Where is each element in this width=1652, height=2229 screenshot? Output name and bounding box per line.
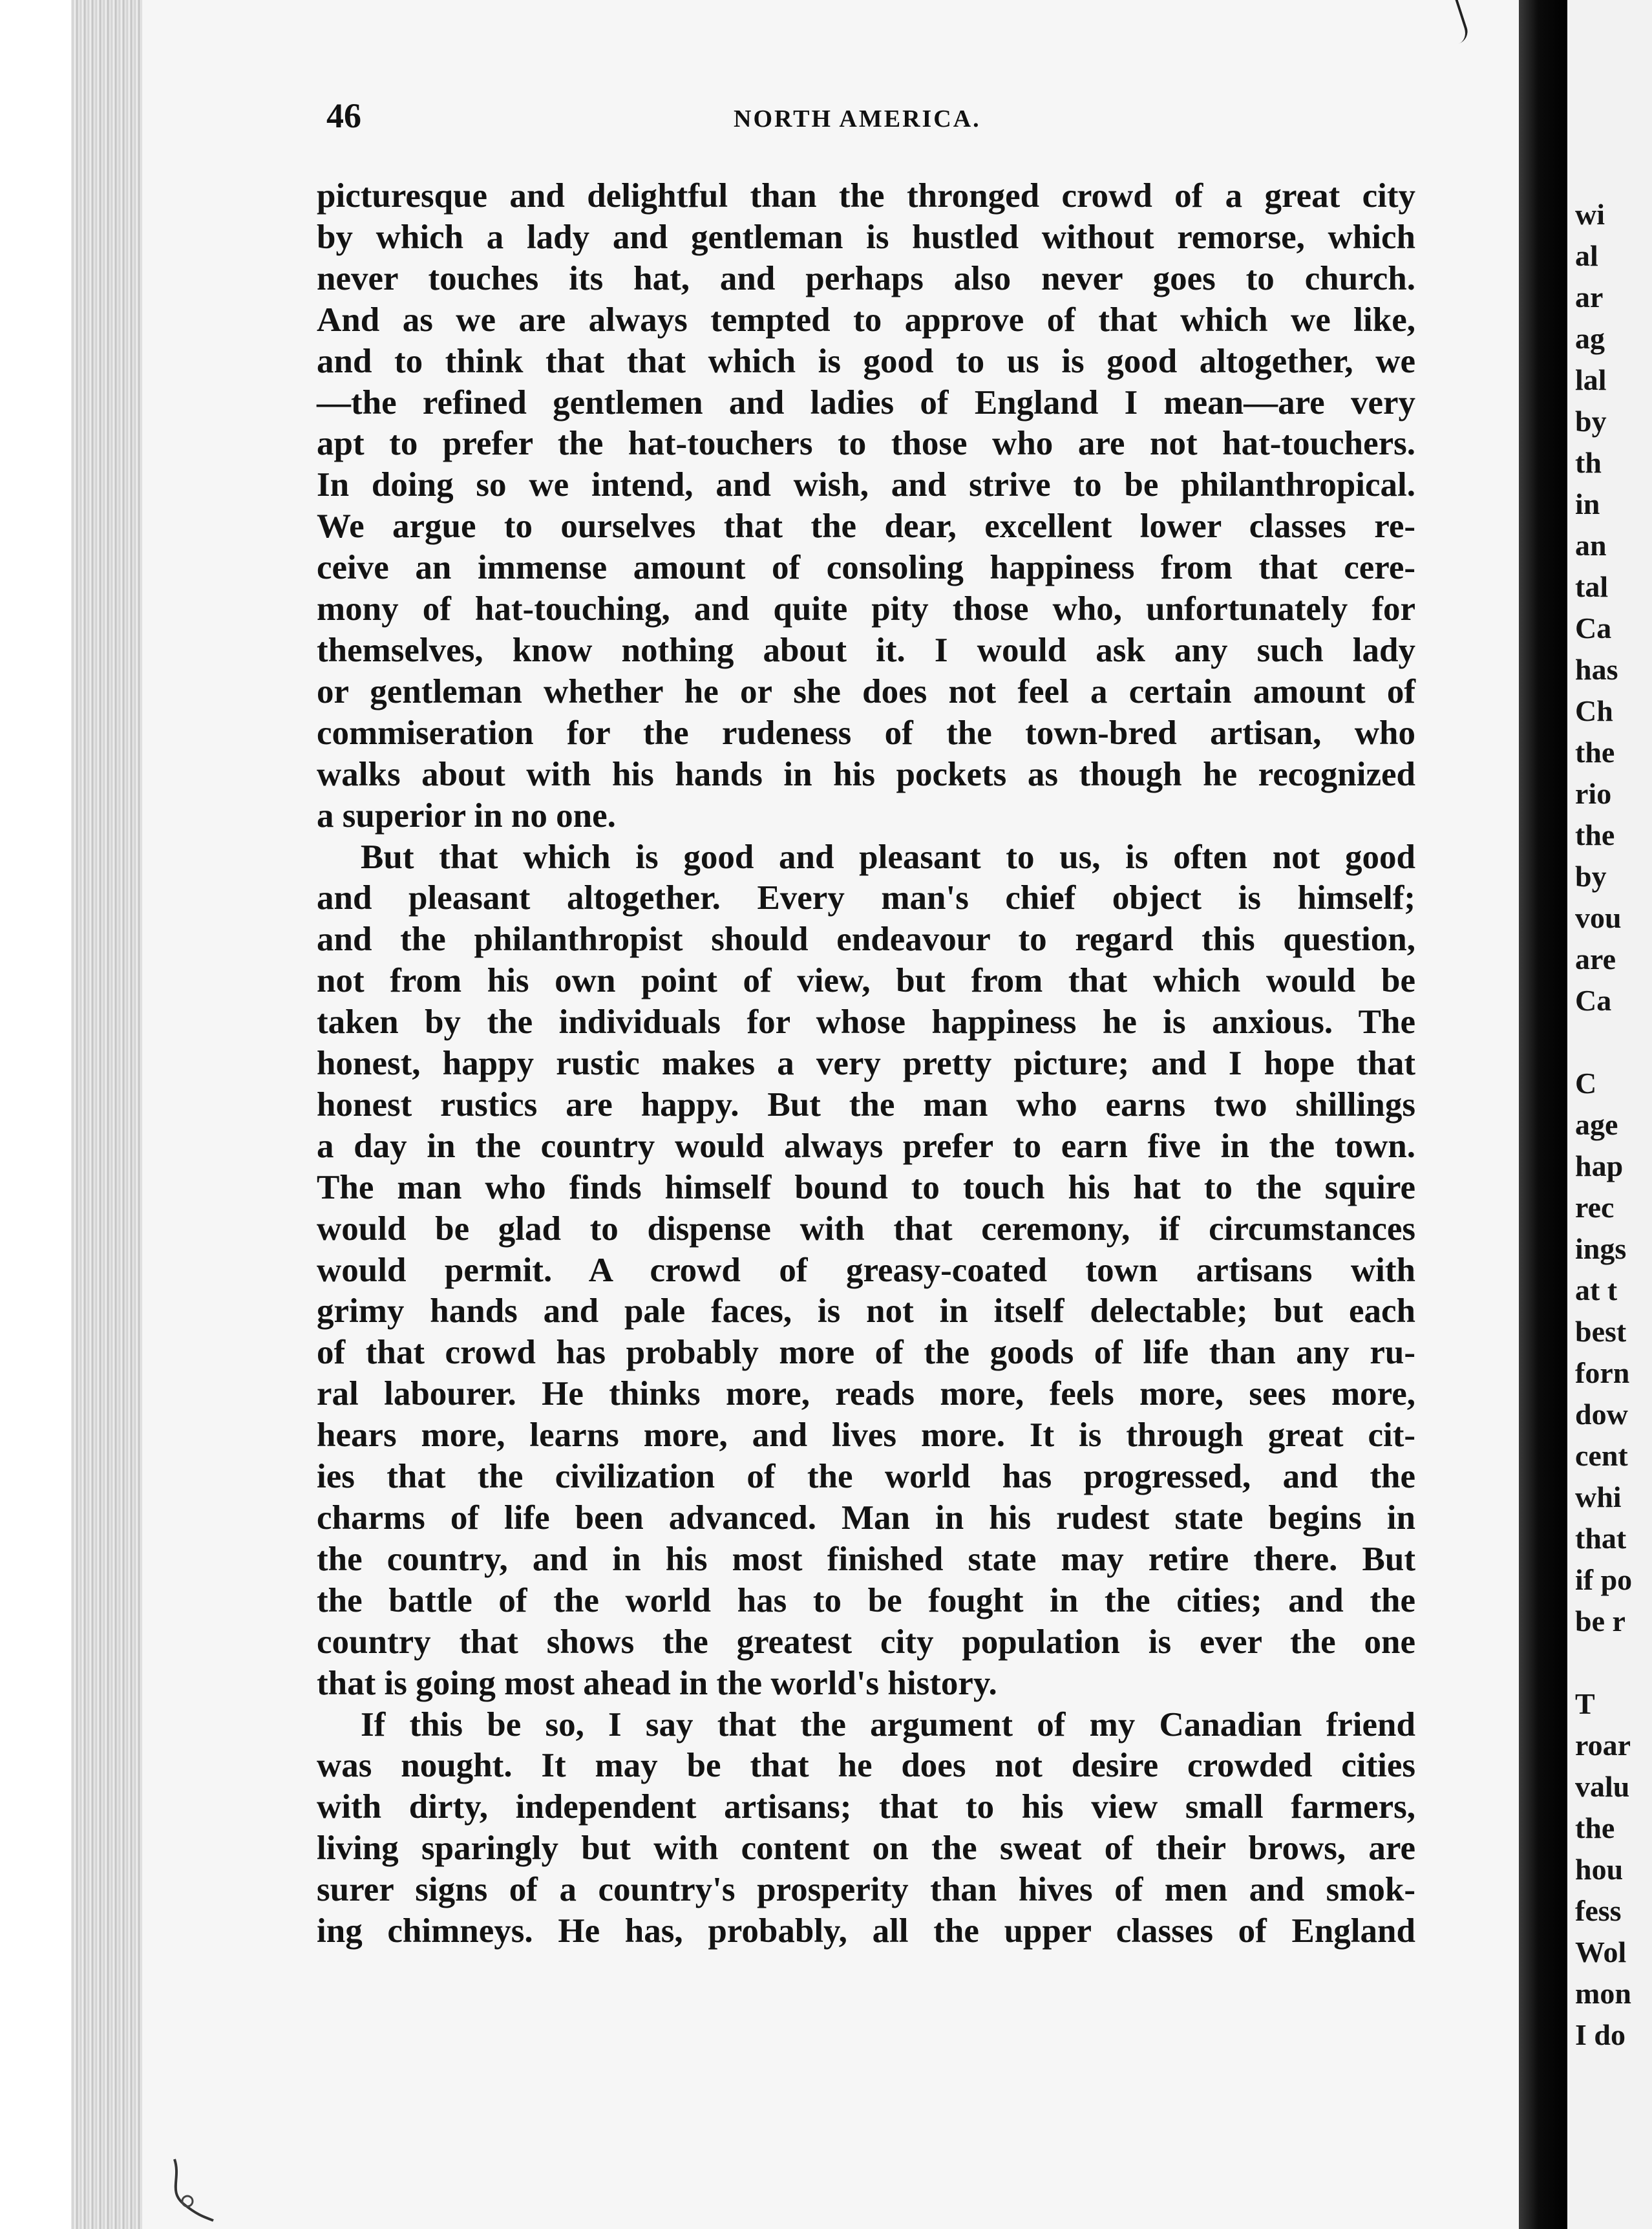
facing-page-fragment: T [1575, 1687, 1595, 1720]
text-line: would permit. A crowd of greasy-coated town artisans with [317, 1251, 1415, 1289]
facing-page-fragment: al [1575, 239, 1598, 272]
facing-page-fragment: hou [1575, 1853, 1624, 1886]
facing-page-fragment: C [1575, 1067, 1597, 1100]
facing-page-fragment: ings [1575, 1232, 1627, 1265]
text-line: commiseration for the rudeness of the town-bred artisan, who [317, 714, 1415, 752]
facing-page-fragment: are [1575, 943, 1616, 976]
facing-page-fragment: by [1575, 405, 1607, 438]
text-line: —the refined gentlemen and ladies of England I mean—are very [317, 383, 1415, 421]
facing-page-fragment: the [1575, 1811, 1615, 1844]
facing-page-edge [1567, 0, 1652, 2229]
facing-page-fragment: in [1575, 487, 1600, 520]
facing-page-fragment: age [1575, 1108, 1618, 1141]
text-line: and to think that that which is good to us is good altogether, we [317, 342, 1415, 380]
body-text [317, 176, 1415, 1952]
facing-page-fragment: ag [1575, 322, 1605, 355]
text-line: honest, happy rustic makes a very pretty picture; and I hope that [317, 1045, 1415, 1083]
text-line: In doing so we intend, and wish, and strive to be philanthropical. [317, 466, 1415, 504]
text-line: and pleasant altogether. Every man's chief object is himself; [317, 879, 1415, 917]
page-edges [71, 0, 142, 2229]
facing-page-fragment: lal [1575, 363, 1607, 396]
facing-page-fragment: Wol [1575, 1936, 1627, 1968]
text-line: or gentleman whether he or she does not feel a certain amount of [317, 672, 1415, 710]
facing-page-fragment: has [1575, 653, 1618, 686]
facing-page-fragment: if po [1575, 1563, 1633, 1596]
text-line: If this be so, I say that the argument of my Canadian friend [361, 1705, 1415, 1744]
facing-page-fragment: valu [1575, 1770, 1630, 1803]
text-line: themselves, know nothing about it. I would ask any such lady [317, 631, 1415, 669]
text-line: that is going most ahead in the world's history. [317, 1664, 997, 1702]
text-line: mony of hat-touching, and quite pity those who, unfortunately for [317, 590, 1415, 628]
text-line: ceive an immense amount of consoling happiness from that cere- [317, 549, 1415, 587]
facing-page-fragment: Ca [1575, 984, 1612, 1017]
facing-page-fragment: be r [1575, 1605, 1626, 1637]
page-header [326, 96, 1412, 147]
facing-page-fragment: I do [1575, 2018, 1626, 2051]
facing-page-fragment: Ca [1575, 612, 1612, 645]
facing-page-fragment: rec [1575, 1191, 1615, 1224]
text-line: We argue to ourselves that the dear, excellent lower classes re- [317, 507, 1415, 546]
text-line: the battle of the world has to be fought in the cities; and the [317, 1581, 1415, 1619]
text-line: surer signs of a country's prosperity than hives of men and smok- [317, 1871, 1415, 1909]
facing-page-fragment: hap [1575, 1149, 1624, 1182]
facing-page-fragment: whi [1575, 1480, 1622, 1513]
facing-page-fragment: forn [1575, 1356, 1630, 1389]
facing-page-fragment: rio [1575, 777, 1612, 810]
text-line: living sparingly but with content on the sweat of their brows, are [317, 1829, 1415, 1868]
page-number: 46 [326, 96, 361, 135]
text-line: apt to prefer the hat-touchers to those who are not hat-touchers. [317, 425, 1415, 463]
text-line: ies that the civilization of the world has progressed, and the [317, 1458, 1415, 1496]
facing-page-fragment: the [1575, 736, 1615, 769]
text-line: ral labourer. He thinks more, reads more, feels more, sees more, [317, 1375, 1415, 1413]
text-line: with dirty, independent artisans; that to his view small farmers, [317, 1788, 1415, 1826]
text-line: picturesque and delightful than the thronged crowd of a great city [317, 177, 1415, 215]
text-line: never touches its hat, and perhaps also never goes to church. [317, 259, 1415, 297]
text-line: But that which is good and pleasant to us, is often not good [361, 838, 1415, 876]
text-line: grimy hands and pale faces, is not in itself delectable; but each [317, 1292, 1415, 1330]
facing-page-fragment: th [1575, 446, 1602, 479]
facing-page-fragment: roar [1575, 1729, 1631, 1762]
facing-page-fragment: wi [1575, 198, 1605, 231]
text-line: and the philanthropist should endeavour to regard this question, [317, 921, 1415, 959]
thread-mark-icon [162, 2153, 220, 2224]
facing-page-fragment: vou [1575, 901, 1622, 934]
facing-page-fragment: cent [1575, 1439, 1628, 1472]
text-line: ing chimneys. He has, probably, all the upper classes of England [317, 1912, 1415, 1950]
text-line: by which a lady and gentleman is hustled without remorse, which [317, 218, 1415, 256]
facing-page-fragment: ar [1575, 281, 1604, 314]
text-line: a superior in no one. [317, 796, 616, 835]
running-head: NORTH AMERICA. [734, 105, 981, 133]
book-gutter [1519, 0, 1567, 2229]
text-line: hears more, learns more, and lives more. It is through great cit- [317, 1416, 1415, 1455]
text-line: taken by the individuals for whose happiness he is anxious. The [317, 1003, 1415, 1041]
facing-page-fragment: at t [1575, 1274, 1618, 1306]
facing-page-fragment: fess [1575, 1894, 1622, 1927]
text-line: the country, and in his most finished state may retire there. But [317, 1540, 1415, 1578]
facing-page-fragment: Ch [1575, 694, 1613, 727]
text-line: was nought. It may be that he does not desire crowded cities [317, 1747, 1415, 1785]
facing-page-fragment: an [1575, 529, 1607, 562]
text-line: of that crowd has probably more of the goods of life than any ru- [317, 1334, 1415, 1372]
text-line: charms of life been advanced. Man in his rudest state begins in [317, 1499, 1415, 1537]
facing-page-fragment: mon [1575, 1977, 1631, 2010]
text-line: walks about with his hands in his pockets as though he recognized [317, 755, 1415, 793]
text-line: honest rustics are happy. But the man who earns two shillings [317, 1085, 1415, 1124]
text-line: a day in the country would always prefer to earn five in the town. [317, 1127, 1415, 1165]
text-line: would be glad to dispense with that ceremony, if circumstances [317, 1210, 1415, 1248]
text-line: The man who finds himself bound to touch his hat to the squire [317, 1168, 1415, 1206]
text-line: And as we are always tempted to approve of that which we like, [317, 301, 1415, 339]
text-line: country that shows the greatest city population is ever the one [317, 1623, 1415, 1661]
text-line: not from his own point of view, but from that which would be [317, 962, 1415, 1000]
facing-page-fragment: by [1575, 860, 1607, 893]
facing-page-fragment: dow [1575, 1398, 1628, 1431]
facing-page-fragment: best [1575, 1315, 1627, 1348]
facing-page-fragment: tal [1575, 570, 1609, 603]
facing-page-fragment: that [1575, 1522, 1627, 1555]
facing-page-fragment: the [1575, 818, 1615, 851]
